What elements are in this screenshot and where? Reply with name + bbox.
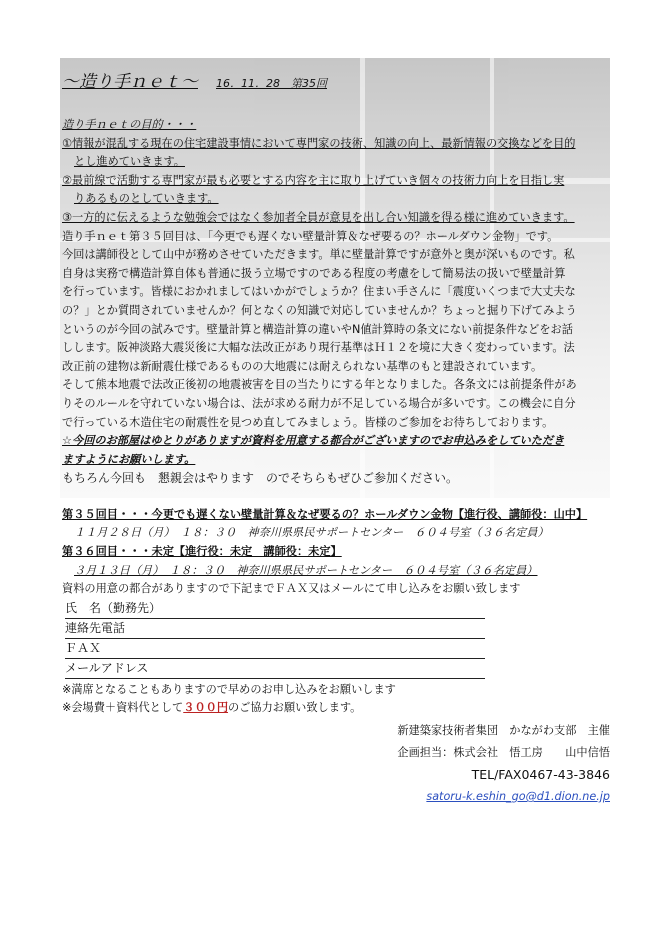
social-notice: もちろん今回も 懇親会はやります のでそちらもぜひご参加ください。 [62, 471, 459, 486]
session-36-detail: ３月１３日（月） １８：３０ 神奈川県県民サポートセンター ６０４号室（３６名定員） [74, 563, 538, 577]
fax-field[interactable]: ＦＡＸ [65, 639, 485, 659]
footnote-full-seating: ※満席となることもありますので早めのお申し込みをお願いします [62, 682, 396, 696]
page-title [62, 70, 610, 96]
fee-amount: ３００円 [183, 701, 229, 715]
email-field[interactable]: メールアドレス [65, 659, 485, 679]
document-body [62, 70, 610, 808]
purpose-line: ①情報が混乱する現在の住宅建設事情において専門家の技術、知識の向上、最新情報の交換などを目的 [62, 136, 576, 150]
footnote-fee [62, 699, 610, 718]
email-link[interactable]: satoru-k.eshin_go@d1.dion.ne.jp [426, 790, 610, 804]
purpose-line: りあるものとしていきます。 [74, 192, 219, 206]
tel-fax: TEL/FAX0467-43-3846 [471, 767, 610, 783]
body-line: りそのルールを守れていない場合は、法が求める耐力が不足している場合が多いです。この機会に自分 [62, 396, 576, 410]
organizer-block [62, 720, 610, 808]
body-line: 自身は実務で構造計算自体も普通に扱う立場ですのである程度の考慮をして簡易法の扱いで壁量計算 [62, 266, 566, 280]
notice-line: ☆今回のお部屋はゆとりがありますが資料を用意する都合がございますのでお申込みをしていただき [62, 434, 565, 448]
purpose-line: ②最前線で活動する専門家が最も必要とする内容を主に取り上げていき個々の技術力向上を目指し実 [62, 173, 565, 187]
session-35-detail: １１月２８日（月） １８：３０ 神奈川県県民サポートセンター ６０４号室（３６名定員） [74, 526, 549, 540]
organizer-line: 新建築家技術者集団 かながわ支部 主催 [397, 724, 610, 738]
organizer-contact: 企画担当：株式会社 悟工房 山中信悟 [397, 746, 610, 760]
body-line: 造り手ｎｅｔ第３５回目は、「今更でも遅くない壁量計算＆なぜ要るの？ホールダウン金物」です。 [62, 229, 559, 243]
fee-prefix: ※会場費＋資料代として [62, 701, 184, 715]
body-line: の？」とか質問されていませんか？何となくの知識で対応していませんか？ちょっと掘り下げてみよう [62, 303, 577, 317]
purpose-line: とし進めていきます。 [74, 155, 185, 169]
name-field[interactable]: 氏 名（勤務先） [65, 599, 485, 619]
body-line: 今回は講師役として山中が務めさせていただきます。単に壁量計算ですが意外と奥が深いものです。私 [62, 248, 575, 262]
issue-date: 16．11．28 第35回 [216, 77, 327, 90]
body-line: というのが今回の試みです。壁量計算と構造計算の違いやN値計算時の条文にない前提条件などをお話 [62, 322, 573, 336]
session-35-heading: 第３５回目・・・今更でも遅くない壁量計算＆なぜ要るの？ホールダウン金物【進行役、講師役：山中】 [62, 507, 588, 521]
notice-line: ますようにお願いします。 [62, 452, 196, 466]
body-line: そして熊本地震で法改正後初の地震被害を目の当たりにする年となりました。各条文には前提条件があ [62, 378, 577, 392]
body-line: を行っています。皆様におかれましてはいかがでしょうか？住まい手さんに「震度いくつまで大丈夫な [62, 285, 576, 299]
title-text: ～造り手ｎｅｔ～ [62, 72, 198, 92]
body-line: 改正前の建物は新耐震仕様であるものの大地震には耐えられない基準のもと建設されています。 [62, 359, 543, 373]
form-intro: 資料の用意の都合がありますので下記までＦＡＸ又はメールにて申し込みをお願い致します [62, 582, 521, 596]
purpose-heading: 造り手ｎｅｔの目的・・・ [62, 118, 197, 131]
body-line: で行っている木造住宅の耐震性を見つめ直してみましょう。皆様のご参加をお待ちしております。 [62, 415, 554, 429]
fee-suffix: のご協力お願い致します。 [228, 701, 362, 715]
body-line: しします。阪神淡路大震災後に大幅な法改正があり現行基準はＨ１２を境に大きく変わっています。法 [62, 341, 575, 355]
purpose-line: ③一方的に伝えるような勉強会ではなく参加者全員が意見を出し合い知識を得る様に進めていきます。 [62, 210, 575, 224]
session-36-heading: 第３６回目・・・未定【進行役：未定 講師役：未定】 [62, 545, 342, 559]
phone-field[interactable]: 連絡先電話 [65, 619, 485, 639]
